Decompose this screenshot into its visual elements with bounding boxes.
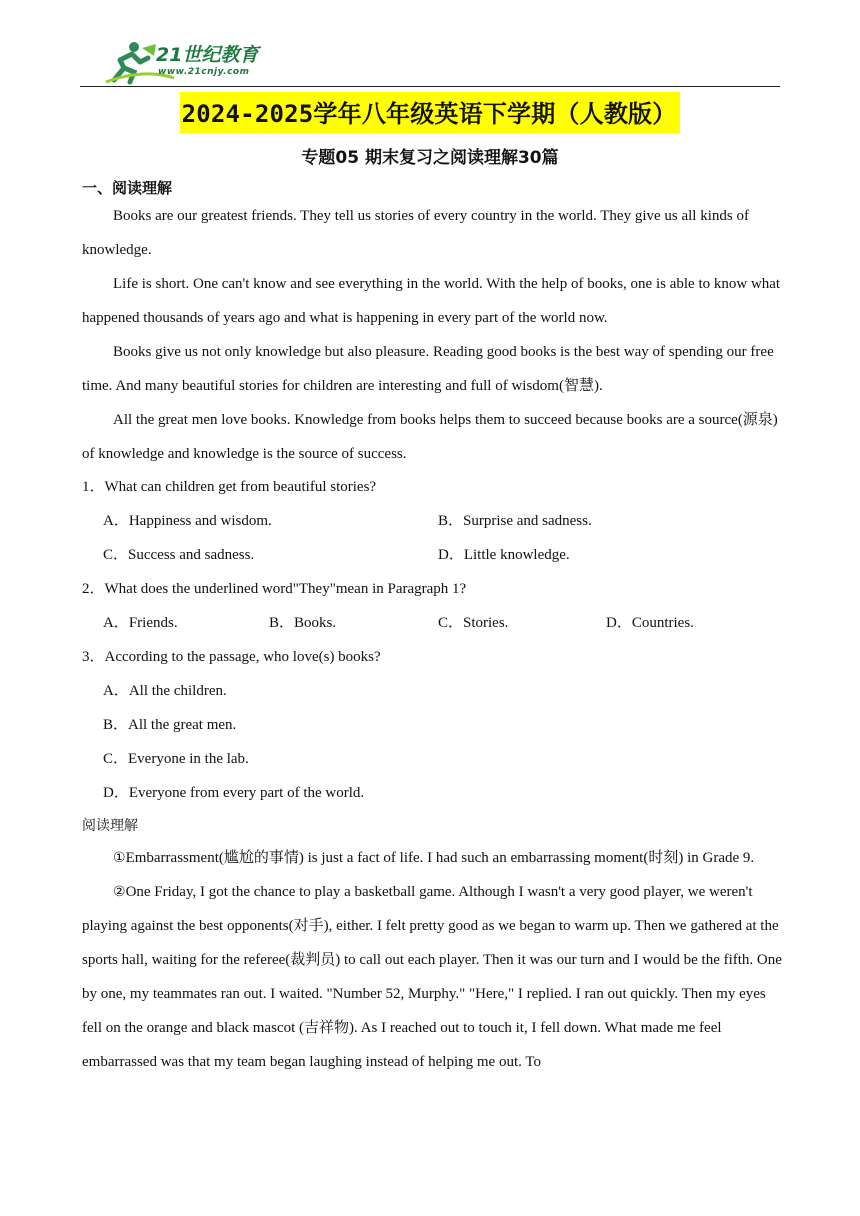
question-1-option-d: D．Little knowledge. <box>438 547 570 563</box>
question-2-option-a: A．Friends. <box>103 615 178 631</box>
passage-2 <box>82 841 782 1079</box>
paragraph-text: Embarrassment(尴尬的事情) is just a fact of life. I had such an embarrassing moment(时刻) in Grade 9. <box>125 850 755 866</box>
page-title: 2024-2025学年八年级英语下学期（人教版） <box>180 92 681 133</box>
section-heading: 一、阅读理解 <box>82 179 173 197</box>
passage-1-paragraph: Life is short. One can't know and see everything in the world. With the help of books, one is able to know what happened thousands of years ago and what is happening in every part of the world now. <box>82 276 781 326</box>
question-1-option-a: A．Happiness and wisdom. <box>103 513 272 529</box>
question-2-option-b: B．Books. <box>269 615 337 631</box>
question-1-option-c: C．Success and sadness. <box>103 547 255 563</box>
paragraph-marker: ① <box>113 850 126 866</box>
question-2: 2．What does the underlined word"They"mean in Paragraph 1? <box>82 581 467 597</box>
passage-1-paragraph: Books give us not only knowledge but also pleasure. Reading good books is the best way of spending our free time. And many beautiful stories for children are interesting and full of wisdom(智慧). <box>82 344 774 394</box>
passage-1-paragraph: Books are our greatest friends. They tell us stories of every country in the world. They give us all kinds of knowledge. <box>82 208 749 258</box>
page-subtitle: 专题05 期末复习之阅读理解30篇 <box>301 148 559 168</box>
question-1-option-b: B．Surprise and sadness. <box>438 513 592 529</box>
question-1: 1．What can children get from beautiful stories? <box>82 479 377 495</box>
question-3: 3．According to the passage, who love(s) books? <box>82 649 381 665</box>
question-2-option-c: C．Stories. <box>438 615 509 631</box>
header-divider <box>80 86 780 87</box>
title-wrap <box>0 92 860 133</box>
passage-1 <box>82 199 782 471</box>
question-3-option-c: C．Everyone in the lab. <box>103 751 249 767</box>
question-2-option-d: D．Countries. <box>606 615 694 631</box>
passage-2-paragraph <box>82 841 782 875</box>
paragraph-text: One Friday, I got the chance to play a basketball game. Although I wasn't a very good player, we weren't playing against the best opponents(对手), either. I felt pretty good as we began to warm up. Then we gathered at the sports hall, waiting for the referee(裁判员) to call out each player. Then it was our turn and I would be the fifth. One by one, my teammates ran out. I waited. "Number 52, Murphy." "Here," I replied. I ran out quickly. Then my eyes fell on the orange and black mascot (吉祥物). As I reached out to touch it, I fell down. What made me feel embarrassed was that my team began laughing instead of helping me out. To <box>82 884 782 1070</box>
paragraph-marker: ② <box>113 884 126 900</box>
passage-1-paragraph: All the great men love books. Knowledge from books helps them to succeed because books are a source(源泉) of knowledge and knowledge is the source of success. <box>82 412 778 462</box>
passage-2-label: 阅读理解 <box>82 818 138 834</box>
question-3-option-b: B．All the great men. <box>103 717 237 733</box>
logo-url: www.21cnjy.com <box>158 67 250 77</box>
question-3-option-d: D．Everyone from every part of the world. <box>103 785 365 801</box>
passage-2-paragraph <box>82 875 782 1079</box>
question-3-option-a: A．All the children. <box>103 683 227 699</box>
logo <box>104 38 284 86</box>
logo-text: 21世纪教育 <box>156 44 259 66</box>
